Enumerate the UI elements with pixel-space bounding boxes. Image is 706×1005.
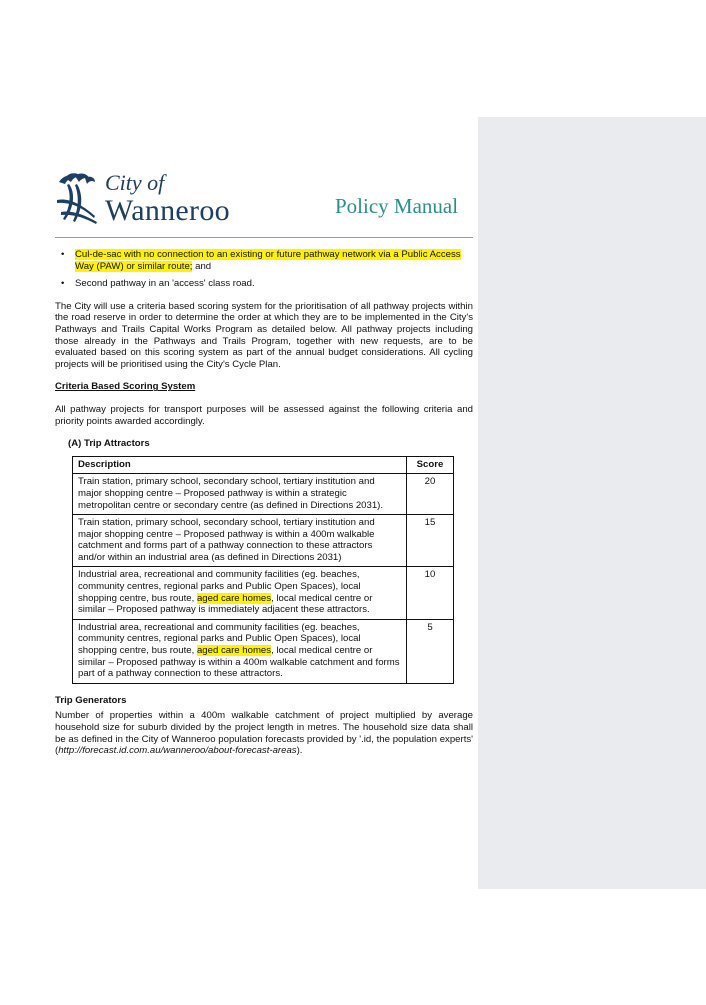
table-row bbox=[73, 619, 454, 683]
comment-pane bbox=[478, 117, 706, 889]
bullet-list bbox=[55, 249, 473, 290]
row-score: 5 bbox=[407, 619, 454, 683]
table-row bbox=[73, 567, 454, 619]
row-score: 10 bbox=[407, 567, 454, 619]
row-description: Train station, primary school, secondary school, tertiary institution and major shopping centre – Proposed pathway is within a strategic metropolitan centre or secondary centre (as defined in Directions 2031). bbox=[73, 474, 407, 515]
bullet-dot-icon: • bbox=[61, 249, 65, 260]
criteria-paragraph: All pathway projects for transport purposes will be assessed against the following criteria and priority points awarded accordingly. bbox=[55, 403, 473, 427]
criteria-heading: Criteria Based Scoring System bbox=[55, 381, 196, 393]
bullet-item bbox=[61, 249, 473, 272]
header-divider bbox=[55, 237, 473, 238]
wanneroo-logo-icon bbox=[55, 172, 101, 224]
table-row bbox=[73, 515, 454, 567]
row-score: 20 bbox=[407, 474, 454, 515]
highlighted-text: aged care homes bbox=[196, 645, 272, 657]
row-description: Industrial area, recreational and community facilities (eg. beaches, community centres, regional parks and Public Open Spaces), local shopping centre, bus route, aged care homes, local medical centre or similar – Proposed pathway is within a 400m walkable catchment and forms part of a pathway connection to these attractors. bbox=[73, 619, 407, 683]
bullet-item bbox=[61, 278, 473, 290]
logo-wanneroo-text: Wanneroo bbox=[105, 194, 230, 227]
forecast-url-link[interactable]: http://forecast.id.com.au/wanneroo/about-forecast-areas bbox=[58, 745, 297, 757]
table-header-row bbox=[73, 456, 454, 474]
logo-city-text: City of bbox=[105, 170, 165, 195]
bullet-dot-icon: • bbox=[61, 278, 65, 290]
trip-attractors-table bbox=[72, 456, 454, 684]
row-description: Train station, primary school, secondary school, tertiary institution and major shopping centre – Proposed pathway is within a 400m walkable catchment and forms part of a pathway connection to these attractors and/or within an industrial area (as defined in Directions 2031) bbox=[73, 515, 407, 567]
table-row bbox=[73, 474, 454, 515]
page-header bbox=[55, 172, 473, 232]
highlighted-text: aged care homes bbox=[196, 592, 272, 604]
column-header-score: Score bbox=[407, 456, 454, 474]
trip-generators-heading: Trip Generators bbox=[55, 694, 127, 706]
row-score: 15 bbox=[407, 515, 454, 567]
trip-attractors-heading: (A) Trip Attractors bbox=[68, 438, 150, 450]
column-header-description: Description bbox=[73, 456, 407, 474]
bullet-text: and bbox=[192, 260, 212, 272]
policy-manual-title: Policy Manual bbox=[335, 194, 459, 218]
intro-paragraph: The City will use a criteria based scoring system for the prioritisation of all pathway projects within the road reserve in order to determine the order at which they are to be implemented in the City's Pathways and Trails Capital Works Program as detailed below. All pathway projects including those already in the Pathways and Trails Program, together with new requests, are to be evaluated based on this scoring system as part of the annual budget considerations. All cycling projects will be prioritised using the City's Cycle Plan. bbox=[55, 300, 473, 370]
bullet-text: Second pathway in an 'access' class road. bbox=[75, 278, 255, 290]
row-description: Industrial area, recreational and community facilities (eg. beaches, community centres, regional parks and Public Open Spaces), local shopping centre, bus route, aged care homes, local medical centre or similar – Proposed pathway is immediately adjacent these attractors. bbox=[73, 567, 407, 619]
trip-generators-paragraph: Number of properties within a 400m walkable catchment of project multiplied by average household size for suburb divided by the project length in metres. The household size data shall be as defined in the City of Wanneroo population forecasts provided by '.id, the population experts' (http://forecast.id.com.au/wanneroo/about-forecast-areas). bbox=[55, 710, 473, 757]
document-body bbox=[55, 249, 473, 768]
highlighted-text: Cul-de-sac with no connection to an existing or future pathway network via a Public Access Way (PAW) or similar route; bbox=[75, 249, 461, 272]
